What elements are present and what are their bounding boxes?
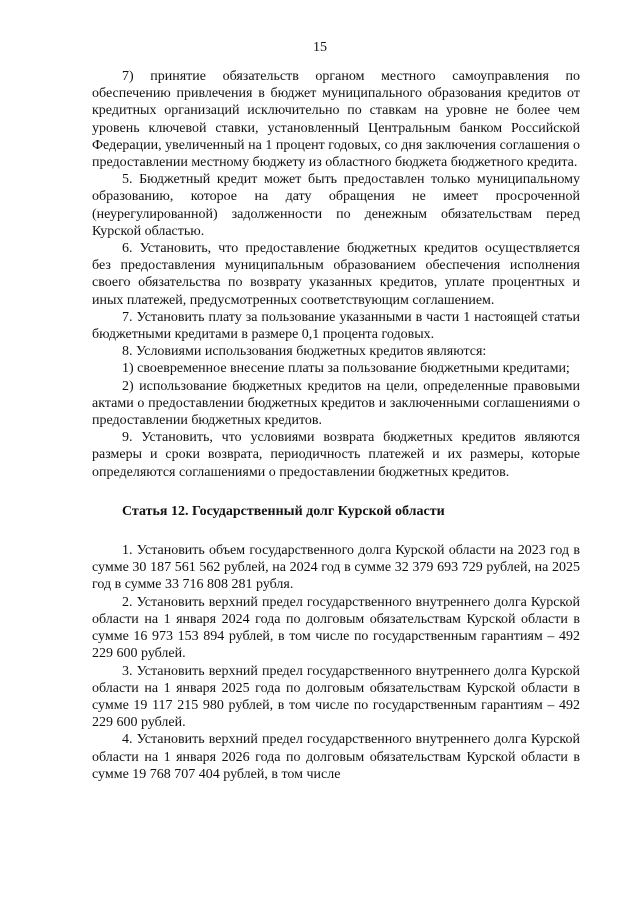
- page-number: 15: [313, 40, 327, 55]
- paragraph-item-7-cond: 7) принятие обязательств органом местного самоуправления по обеспечению привлечения в бюджет муниципального образования кредитов от кредитных организаций исключительно по ставкам на уровне не более чем уровень ключевой ставки, установленный Центральным банком Российской Федерации, увеличенный на 1 процент годовых, со дня заключения соглашения о предоставлении местному бюджету из областного бюджета бюджетного кредита.: [92, 69, 580, 171]
- paragraph-part-8: 8. Условиями использования бюджетных кредитов являются:: [122, 344, 487, 360]
- paragraph-part-8-item-2: 2) использование бюджетных кредитов на цели, определенные правовыми актами о предоставлении бюджетных кредитов и заключенными соглашениями о предоставлении бюджетных кредитов.: [92, 378, 580, 429]
- paragraph-debt-4: 4. Установить верхний предел государственного внутреннего долга Курской области на 1 января 2026 года по долговым обязательствам Курской области в сумме 19 768 707 404 рублей, в том числе: [92, 732, 580, 782]
- paragraph-debt-3: 3. Установить верхний предел государственного внутреннего долга Курской области на 1 января 2025 года по долговым обязательствам Курской области в сумме 19 117 215 980 рублей, в том числе по государственным гарантиям – 492 229 600 рублей.: [92, 663, 580, 731]
- paragraph-part-5: 5. Бюджетный кредит может быть предоставлен только муниципальному образованию, которое на дату обращения не имеет просроченной (неурегулированной) задолженности по денежным обязательствам перед Курской областью.: [92, 172, 580, 239]
- article-heading: Статья 12. Государственный долг Курской области: [122, 503, 445, 519]
- paragraph-part-9: 9. Установить, что условиями возврата бюджетных кредитов являются размеры и сроки возврата, периодичность платежей и их размеры, которые определяются соглашениями о предоставлении бюджетных кредитов.: [92, 430, 580, 480]
- paragraph-debt-2: 2. Установить верхний предел государственного внутреннего долга Курской области на 1 января 2024 года по долговым обязательствам Курской области в сумме 16 973 153 894 рублей, в том числе по государственным гарантиям – 492 229 600 рублей.: [92, 594, 580, 662]
- paragraph-part-8-item-1: 1) своевременное внесение платы за пользование бюджетными кредитами;: [122, 361, 570, 377]
- paragraph-debt-1: 1. Установить объем государственного долга Курской области на 2023 год в сумме 30 187 561 562 рублей, на 2024 год в сумме 32 379 693 729 рублей, на 2025 год в сумме 33 716 808 281 рубля.: [92, 543, 580, 593]
- paragraph-part-6: 6. Установить, что предоставление бюджетных кредитов осуществляется без предоставления муниципальным образованием обеспечения исполнения своего обязательства по возврату указанных кредитов, уплате процентных и иных платежей, предусмотренных соответствующим соглашением.: [92, 241, 580, 308]
- paragraph-part-7: 7. Установить плату за пользование указанными в части 1 настоящей статьи бюджетными кредитами в размере 0,1 процента годовых.: [92, 309, 580, 343]
- document-body: [92, 68, 580, 783]
